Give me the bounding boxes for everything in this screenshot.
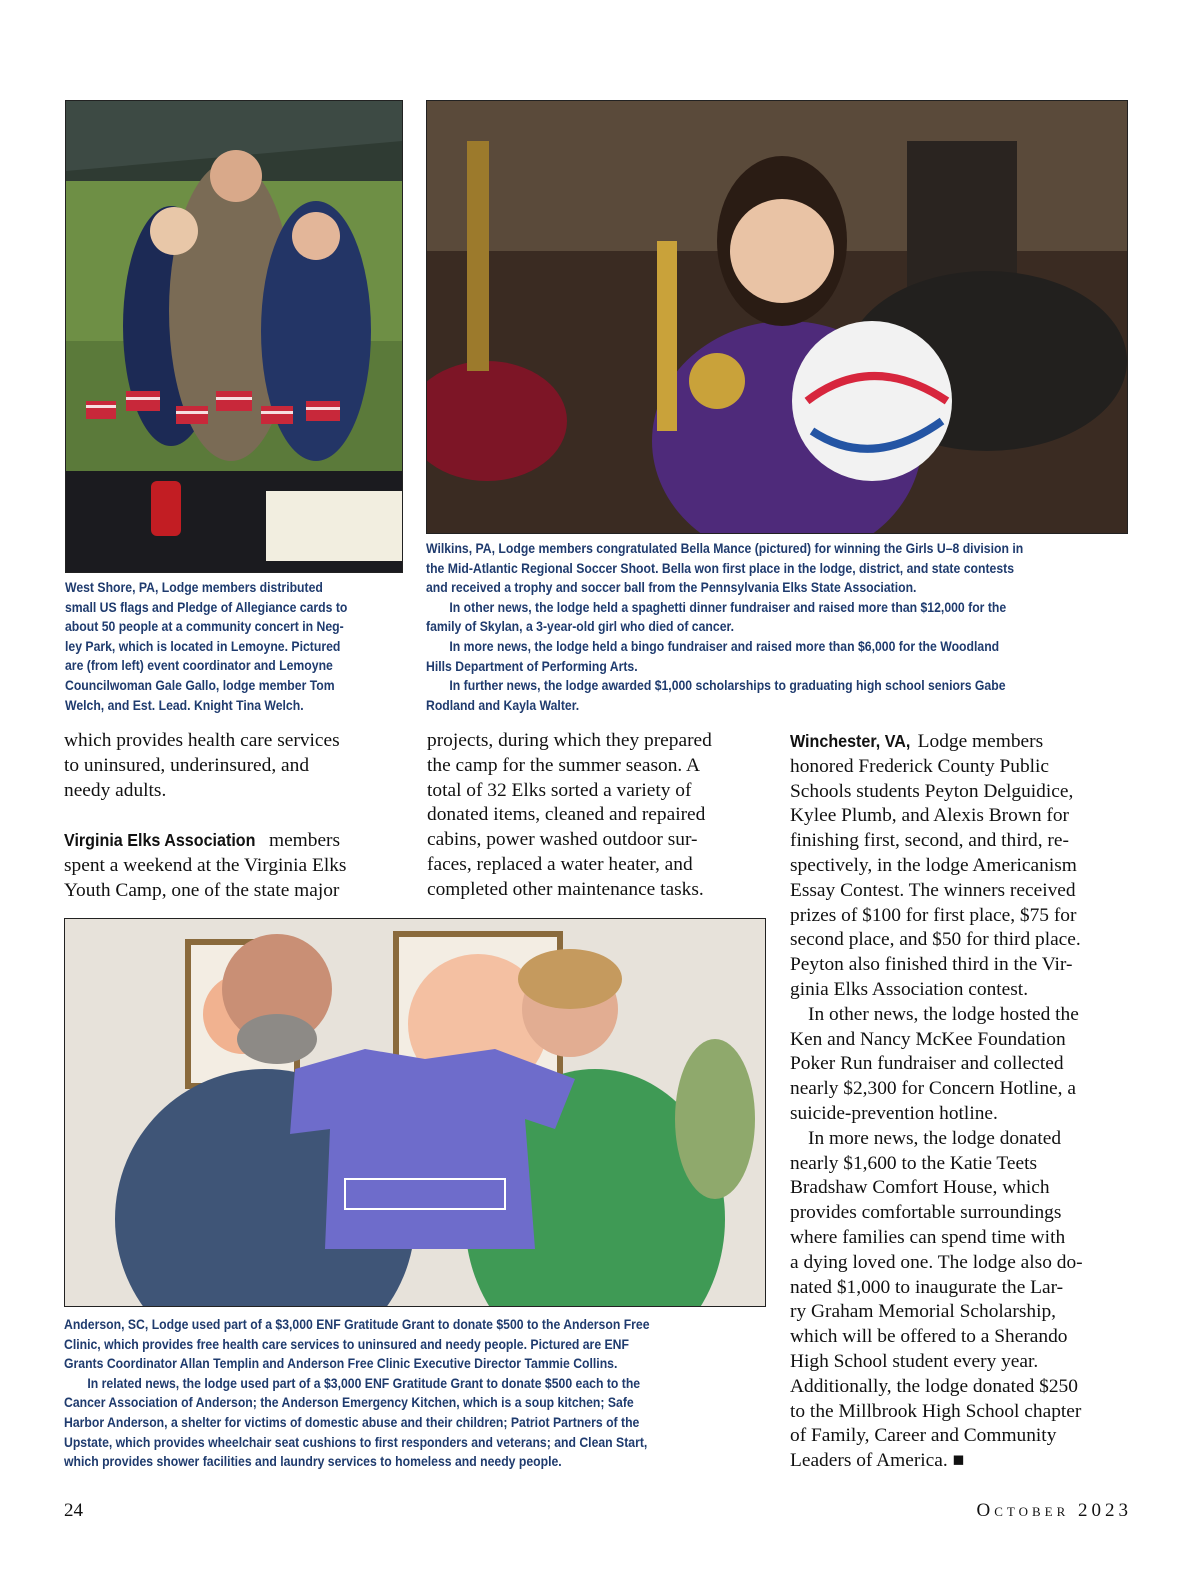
west-shore-caption: West Shore, PA, Lodge members distributed small US flags and Pledge of Allegiance cards to about 50 people at a community concert in Neg- ley Park, which is located in Lemoyne. Pictured are (from left) event coordinator and Lemoyne Councilwoman Gale Gallo, lodge member Tom Welch, and Est. Lead. Knight Tina Welch. — [65, 580, 348, 713]
anderson-place: Anderson, SC, — [64, 1317, 149, 1332]
anderson-photo — [64, 918, 766, 1307]
winchester-lead: Winchester, VA, — [790, 731, 911, 751]
column-2-text: projects, during which they prepared the camp for the summer season. A total of 32 Elks sorted a variety of donated items, cleaned and repaired cabins, power washed outdoor sur- faces, replaced a water heater, and completed other maintenance tasks. — [427, 730, 712, 900]
winchester-article: Winchester, VA, Lodge members honored Frederick County Public Schools students Peyton Delguidice, Kylee Plumb, and Alexis Brown for finishing first, second, and third, re- spectively, in the lodge Americanism Essay Contest. The winners received prizes of $100 for first place, $75 for second place, and $50 for third place. Peyton also finished third in the Vir- ginia Elks Association contest. In other news, the lodge hosted the Ken and Nancy McKee Foundation Poker Run fundraiser and collected nearly $2,300 for Concern Hotline, a suicide-prevention hotline. In more news, the lodge donated nearly $1,600 to the Katie Teets Bradshaw Comfort House, which provides comfortable surroundings where families can spend time with a dying loved one. The lodge also do- nated $1,000 to inaugurate the Lar- ry Graham Memorial Scholarship, which will be offered to a Sherando High School student every year. Additionally, the lodge donated $250 to the Millbrook High School chapter of Family, Career and Community Leaders of America. ■ — [790, 731, 1083, 1472]
wilkins-place: Wilkins, PA, — [426, 541, 496, 556]
wilkins-photo-art — [427, 101, 1127, 533]
issue-date: October 2023 — [976, 1500, 1132, 1521]
west-shore-photo-art — [66, 101, 402, 572]
west-shore-photo — [65, 100, 403, 573]
anderson-caption: Anderson, SC, Lodge used part of a $3,000 ENF Gratitude Grant to donate $500 to the Anderson Free Clinic, which provides free health care services to uninsured and needy people. Pictured are ENF Grants Coordinator Allan Templin and Anderson Free Clinic Executive Director Tammie Collins. In related news, the lodge used part of a $3,000 ENF Gratitude Grant to donate $500 each to the Cancer Association of Anderson; the Anderson Emergency Kitchen, which is a soup kitchen; Safe Harbor Anderson, a shelter for victims of domestic abuse and their children; Patriot Partners of the Upstate, which provides wheelchair seat cushions to first responders and veterans; and Clean Start, which provides shower facilities and laundry services to homeless and needy people. — [64, 1317, 650, 1470]
anderson-photo-art — [65, 919, 765, 1306]
virginia-lead: Virginia Elks Association — [64, 830, 256, 851]
column-1-text: which provides health care services to uninsured, underinsured, and needy adults. Virginia Elks Association members spent a weekend at the Virginia Elks Youth Camp, one of the state major — [64, 730, 347, 901]
wilkins-caption: Wilkins, PA, Lodge members congratulated Bella Mance (pictured) for winning the Girls U–8 division in the Mid-Atlantic Regional Soccer Shoot. Bella won first place in the lodge, district, and state contests and received a trophy and soccer ball from the Pennsylvania Elks State Association. In other news, the lodge held a spaghetti dinner fundraiser and raised more than $12,000 for the family of Skylan, a 3-year-old girl who died of cancer. In more news, the lodge held a bingo fundraiser and raised more than $6,000 for the Woodland Hills Department of Performing Arts. In further news, the lodge awarded $1,000 scholarships to graduating high school seniors Gabe Rodland and Kayla Walter. — [426, 541, 1024, 713]
page-number: 24 — [64, 1500, 83, 1521]
west-shore-place: West Shore, PA, — [65, 580, 159, 595]
wilkins-photo — [426, 100, 1128, 534]
